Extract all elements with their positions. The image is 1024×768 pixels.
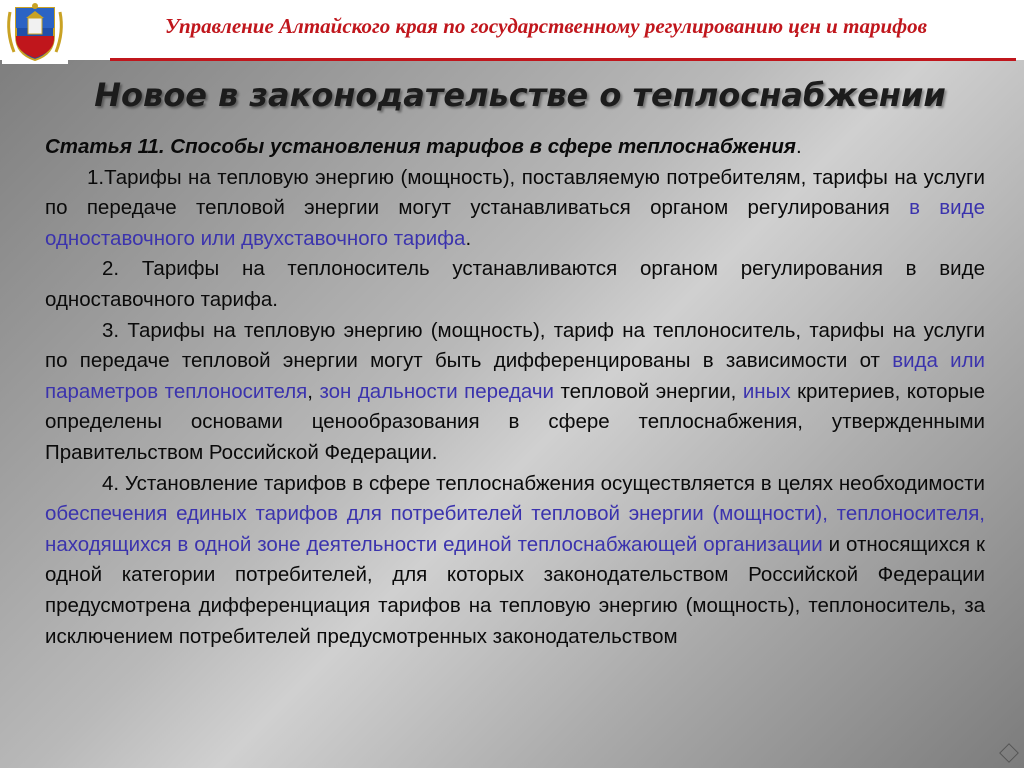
paragraph-4-text: 4. Установление тарифов в сфере теплоснабжения осуществляется в целях необходимости xyxy=(102,471,985,495)
paragraph-4 xyxy=(45,469,985,653)
altai-krai-coat-of-arms-icon xyxy=(2,2,68,64)
paragraph-3-text-4: критериев, которые определены основами ценообразования в сфере теплоснабжения, утвержденными Правительством Российской Федерации. xyxy=(45,379,986,464)
paragraph-4-highlight: обеспечения единых тарифов для потребителей тепловой энергии (мощности), теплоносителя, находящихся в одной зоне деятельности единой теплоснабжающей организации xyxy=(45,502,985,556)
paragraph-1-end: . xyxy=(465,226,472,250)
paragraph-1 xyxy=(45,163,985,255)
article-heading xyxy=(45,132,985,163)
paragraph-3-highlight-3: иных xyxy=(742,379,791,403)
article-heading-end: . xyxy=(795,135,802,158)
body-text xyxy=(45,132,985,652)
paragraph-4-text-2: и относящихся к одной категории потребителей, для которых законодательством Российской Федерации предусмотрена дифференциация тарифов на тепловую энергию (мощность), теплоноситель, за исключением потребителей предусмотренных законодательством xyxy=(45,532,986,648)
slide-corner-mark xyxy=(999,743,1019,763)
paragraph-1-text: 1.Тарифы на тепловую энергию (мощность), поставляемую потребителям, тарифы на услуги по передаче тепловой энергии могут устанавливаться органом регулирования xyxy=(45,165,985,220)
paragraph-3 xyxy=(45,316,985,469)
paragraph-1-highlight: в виде одноставочного или двухставочного тарифа xyxy=(45,196,985,250)
header-bar xyxy=(0,0,1024,60)
paragraph-3-highlight-1: вида или параметров теплоносителя xyxy=(45,349,986,403)
paragraph-3-text-2: , xyxy=(307,379,320,403)
organization-title: Управление Алтайского края по государственному регулированию цен и тарифов xyxy=(164,14,928,38)
paragraph-2 xyxy=(45,254,985,315)
page-title: Новое в законодательстве о теплоснабжении xyxy=(94,76,946,114)
header-divider xyxy=(110,58,1016,61)
paragraph-3-highlight-2: зон дальности передачи xyxy=(319,379,555,403)
paragraph-2-text: 2. Тарифы на теплоноситель устанавливаются органом регулирования в виде одноставочного тарифа. xyxy=(45,257,985,311)
paragraph-3-text: 3. Тарифы на тепловую энергию (мощность), тариф на теплоноситель, тарифы на услуги по передаче тепловой энергии могут быть дифференцированы в зависимости от xyxy=(45,318,985,373)
article-heading-text: Статья 11. Способы установления тарифов в сфере теплоснабжения xyxy=(45,135,796,158)
paragraph-3-text-3: тепловой энергии, xyxy=(554,379,743,403)
